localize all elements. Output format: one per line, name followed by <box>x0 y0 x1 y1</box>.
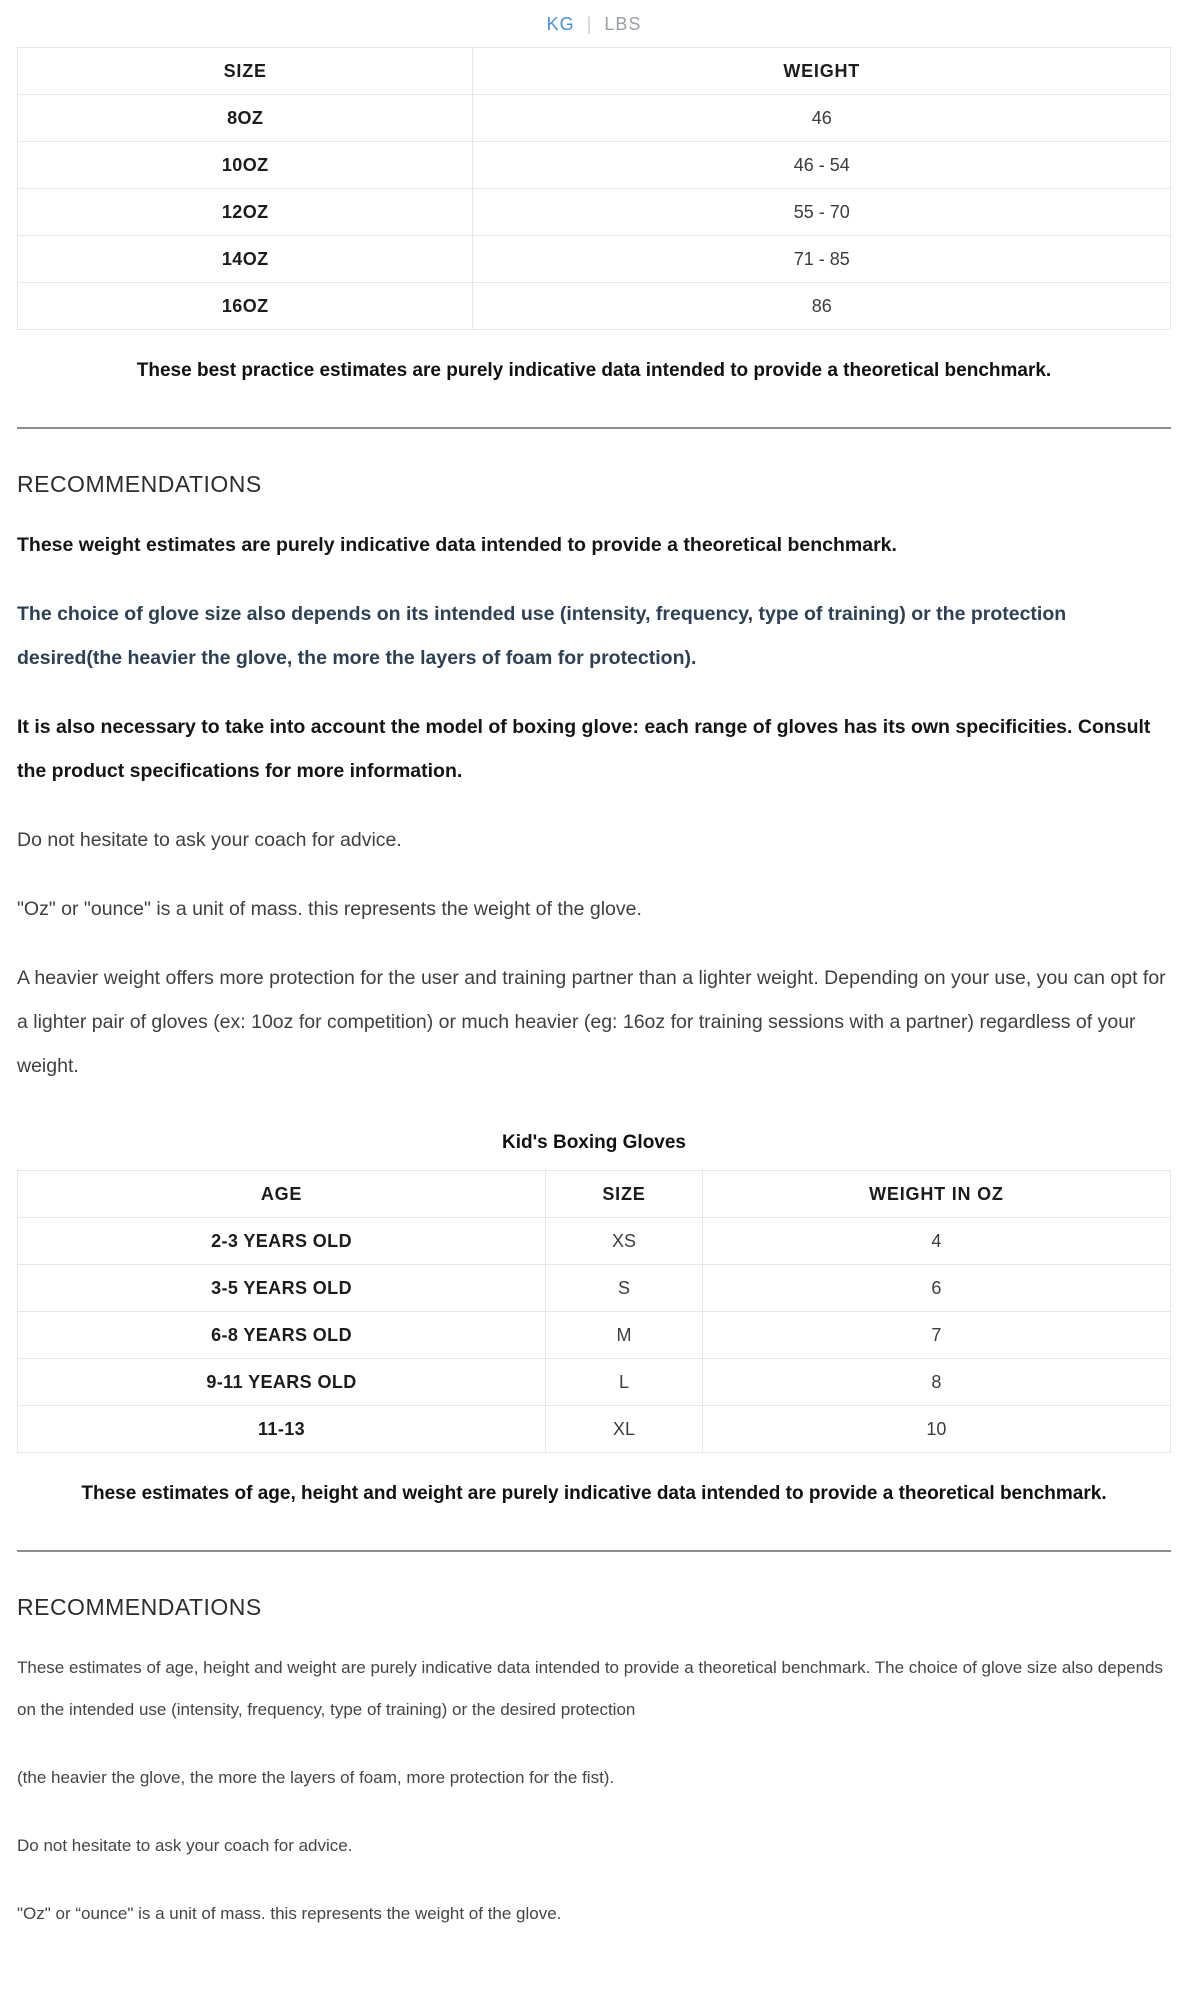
weight-cell: 86 <box>473 283 1171 330</box>
table-row <box>18 189 1171 236</box>
section-divider <box>17 427 1171 429</box>
paragraph-heavier-weight: A heavier weight offers more protection for the user and training partner than a lighter weight. Depending on your use, you can opt for a lighter pair of gloves (ex: 10oz for competition) or much heavier (eg: 16oz for training sessions with a partner) regardless of your weight. <box>17 967 1166 1077</box>
table-row <box>18 236 1171 283</box>
kids-table-note: These estimates of age, height and weight are purely indicative data intended to provide a theoretical benchmark. <box>81 1483 1107 1504</box>
unit-lbs-button[interactable]: LBS <box>604 14 642 34</box>
column-header-age: AGE <box>18 1171 546 1218</box>
column-header-weight-oz: WEIGHT IN OZ <box>702 1171 1170 1218</box>
paragraph-glove-model: It is also necessary to take into account the model of boxing glove: each range of gloves has its own specificities. Consult the product specifications for more information. <box>17 716 1151 782</box>
age-cell: 11-13 <box>18 1406 546 1453</box>
paragraph-benchmark: These estimates of age, height and weight are purely indicative data intended to provide a theoretical benchmark. The choice of glove size also depends on the intended use (intensity, frequency, type of training) or the desired protection <box>17 1658 1164 1719</box>
table-row <box>18 1265 1171 1312</box>
paragraph-coach-advice: Do not hesitate to ask your coach for advice. <box>17 829 402 851</box>
adult-table-note: These best practice estimates are purely indicative data intended to provide a theoretical benchmark. <box>136 360 1052 381</box>
table-row <box>18 283 1171 330</box>
adult-size-table <box>17 47 1171 330</box>
weight-cell: 71 - 85 <box>473 236 1171 283</box>
weight-cell: 6 <box>702 1265 1170 1312</box>
table-row <box>18 1406 1171 1453</box>
age-cell: 2-3 YEARS OLD <box>18 1218 546 1265</box>
table-header-row <box>18 1171 1171 1218</box>
paragraph-foam-protection: (the heavier the glove, the more the layers of foam, more protection for the fist). <box>17 1768 615 1787</box>
size-cell: 16OZ <box>18 283 473 330</box>
paragraph-benchmark: These weight estimates are purely indicative data intended to provide a theoretical benchmark. <box>17 534 897 556</box>
paragraph-oz-definition: "Oz" or “ounce" is a unit of mass. this represents the weight of the glove. <box>17 1904 562 1923</box>
age-cell: 6-8 YEARS OLD <box>18 1312 546 1359</box>
kids-size-table <box>17 1170 1171 1453</box>
weight-cell: 8 <box>702 1359 1170 1406</box>
age-cell: 9-11 YEARS OLD <box>18 1359 546 1406</box>
size-cell: 12OZ <box>18 189 473 236</box>
column-header-size: SIZE <box>18 48 473 95</box>
size-cell: 14OZ <box>18 236 473 283</box>
weight-cell: 55 - 70 <box>473 189 1171 236</box>
recommendations-heading: RECOMMENDATIONS <box>17 471 262 497</box>
table-row <box>18 95 1171 142</box>
weight-cell: 4 <box>702 1218 1170 1265</box>
size-cell: XS <box>546 1218 703 1265</box>
unit-kg-button[interactable]: KG <box>546 14 575 34</box>
recommendations-heading: RECOMMENDATIONS <box>17 1594 262 1620</box>
table-row <box>18 1218 1171 1265</box>
table-row <box>18 1312 1171 1359</box>
size-cell: M <box>546 1312 703 1359</box>
table-header-row <box>18 48 1171 95</box>
section-divider <box>17 1550 1171 1552</box>
paragraph-glove-choice: The choice of glove size also depends on its intended use (intensity, frequency, type of training) or the protection desired(the heavier the glove, the more the layers of foam for protection). <box>17 603 1067 669</box>
paragraph-oz-definition: "Oz" or "ounce" is a unit of mass. this represents the weight of the glove. <box>17 898 642 920</box>
kids-table-title: Kid's Boxing Gloves <box>502 1132 686 1153</box>
size-cell: XL <box>546 1406 703 1453</box>
size-cell: S <box>546 1265 703 1312</box>
size-cell: 8OZ <box>18 95 473 142</box>
weight-cell: 7 <box>702 1312 1170 1359</box>
weight-cell: 46 <box>473 95 1171 142</box>
size-cell: L <box>546 1359 703 1406</box>
table-row <box>18 1359 1171 1406</box>
unit-toggle <box>17 6 1171 47</box>
column-header-weight: WEIGHT <box>473 48 1171 95</box>
weight-cell: 10 <box>702 1406 1170 1453</box>
table-row <box>18 142 1171 189</box>
weight-cell: 46 - 54 <box>473 142 1171 189</box>
unit-toggle-separator: | <box>586 14 593 34</box>
age-cell: 3-5 YEARS OLD <box>18 1265 546 1312</box>
paragraph-coach-advice: Do not hesitate to ask your coach for advice. <box>17 1836 353 1855</box>
column-header-size: SIZE <box>546 1171 703 1218</box>
size-cell: 10OZ <box>18 142 473 189</box>
